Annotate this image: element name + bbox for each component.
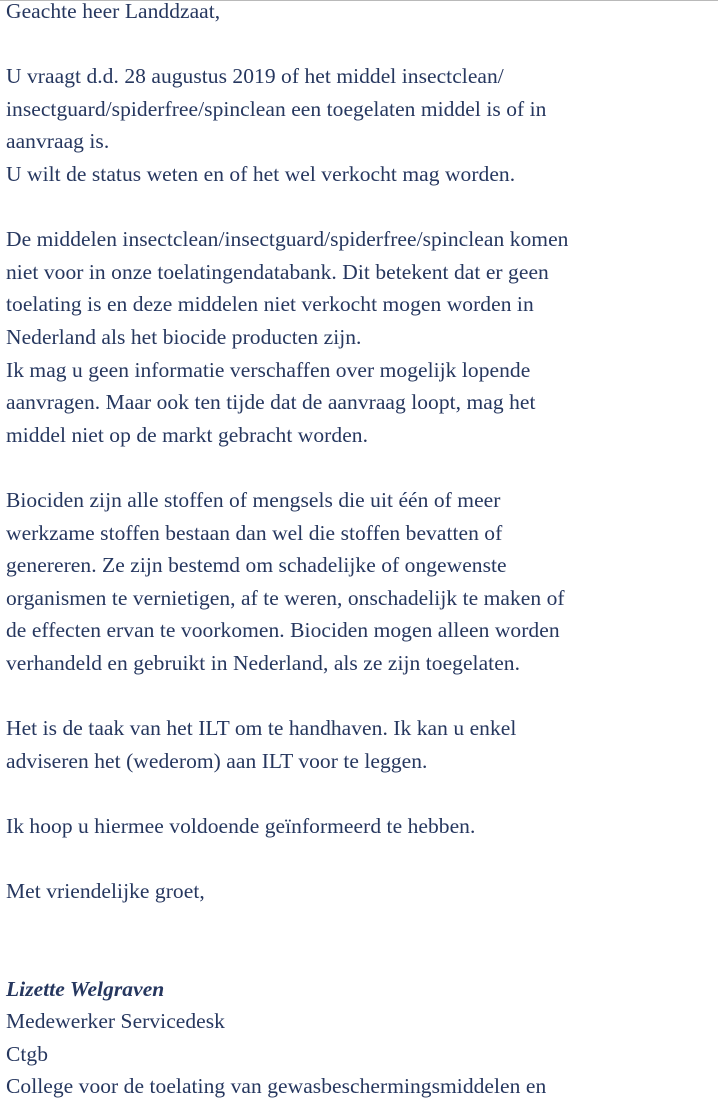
spacer — [6, 908, 712, 973]
spacer — [6, 191, 712, 224]
paragraph-enforcement: Het is de taak van het ILT om te handhaven. Ik kan u enkel adviseren het (wederom) aan ILT voor te leggen. — [6, 716, 517, 773]
signer-organization: Ctgb — [6, 1041, 49, 1066]
spacer — [6, 28, 712, 61]
signature-block — [6, 973, 712, 1103]
paragraph-closing-remark: Ik hoop u hiermee voldoende geïnformeerd te hebben. — [6, 813, 476, 838]
spacer — [6, 842, 712, 875]
email-body — [6, 0, 712, 1103]
signer-organization-full: College voor de toelating van gewasbeschermingsmiddelen en — [6, 1074, 547, 1099]
paragraph-status: De middelen insectclean/insectguard/spiderfree/spinclean komen niet voor in onze toelatingendatabank. Dit betekent dat er geen toelating is en deze middelen niet verkocht mogen worden in Nederland als het biocide producten zijn. Ik mag u geen informatie verschaffen over mogelijk lopende aanvragen. Maar ook ten tijde dat de aanvraag loopt, mag het middel niet op de markt gebracht worden. — [6, 227, 569, 447]
salutation: Geachte heer Landdzaat, — [6, 0, 221, 23]
spacer — [6, 451, 712, 484]
paragraph-biocide-definition: Biociden zijn alle stoffen of mengsels die uit één of meer werkzame stoffen bestaan dan wel die stoffen bevatten of genereren. Ze zijn bestemd om schadelijke of ongewenste organismen te vernietigen, af te weren, onschadelijk te maken of de effecten ervan te voorkomen. Biociden mogen alleen worden verhandeld en gebruikt in Nederland, als ze zijn toegelaten. — [6, 487, 565, 675]
spacer — [6, 777, 712, 810]
spacer — [6, 679, 712, 712]
closing-greeting: Met vriendelijke groet, — [6, 879, 205, 904]
paragraph-request: U vraagt d.d. 28 augustus 2019 of het middel insectclean/ insectguard/spiderfree/spinclean een toegelaten middel is of in aanvraag is. U wilt de status weten en of het wel verkocht mag worden. — [6, 64, 547, 186]
signer-role: Medewerker Servicedesk — [6, 1009, 225, 1034]
signer-name: Lizette Welgraven — [6, 976, 165, 1001]
